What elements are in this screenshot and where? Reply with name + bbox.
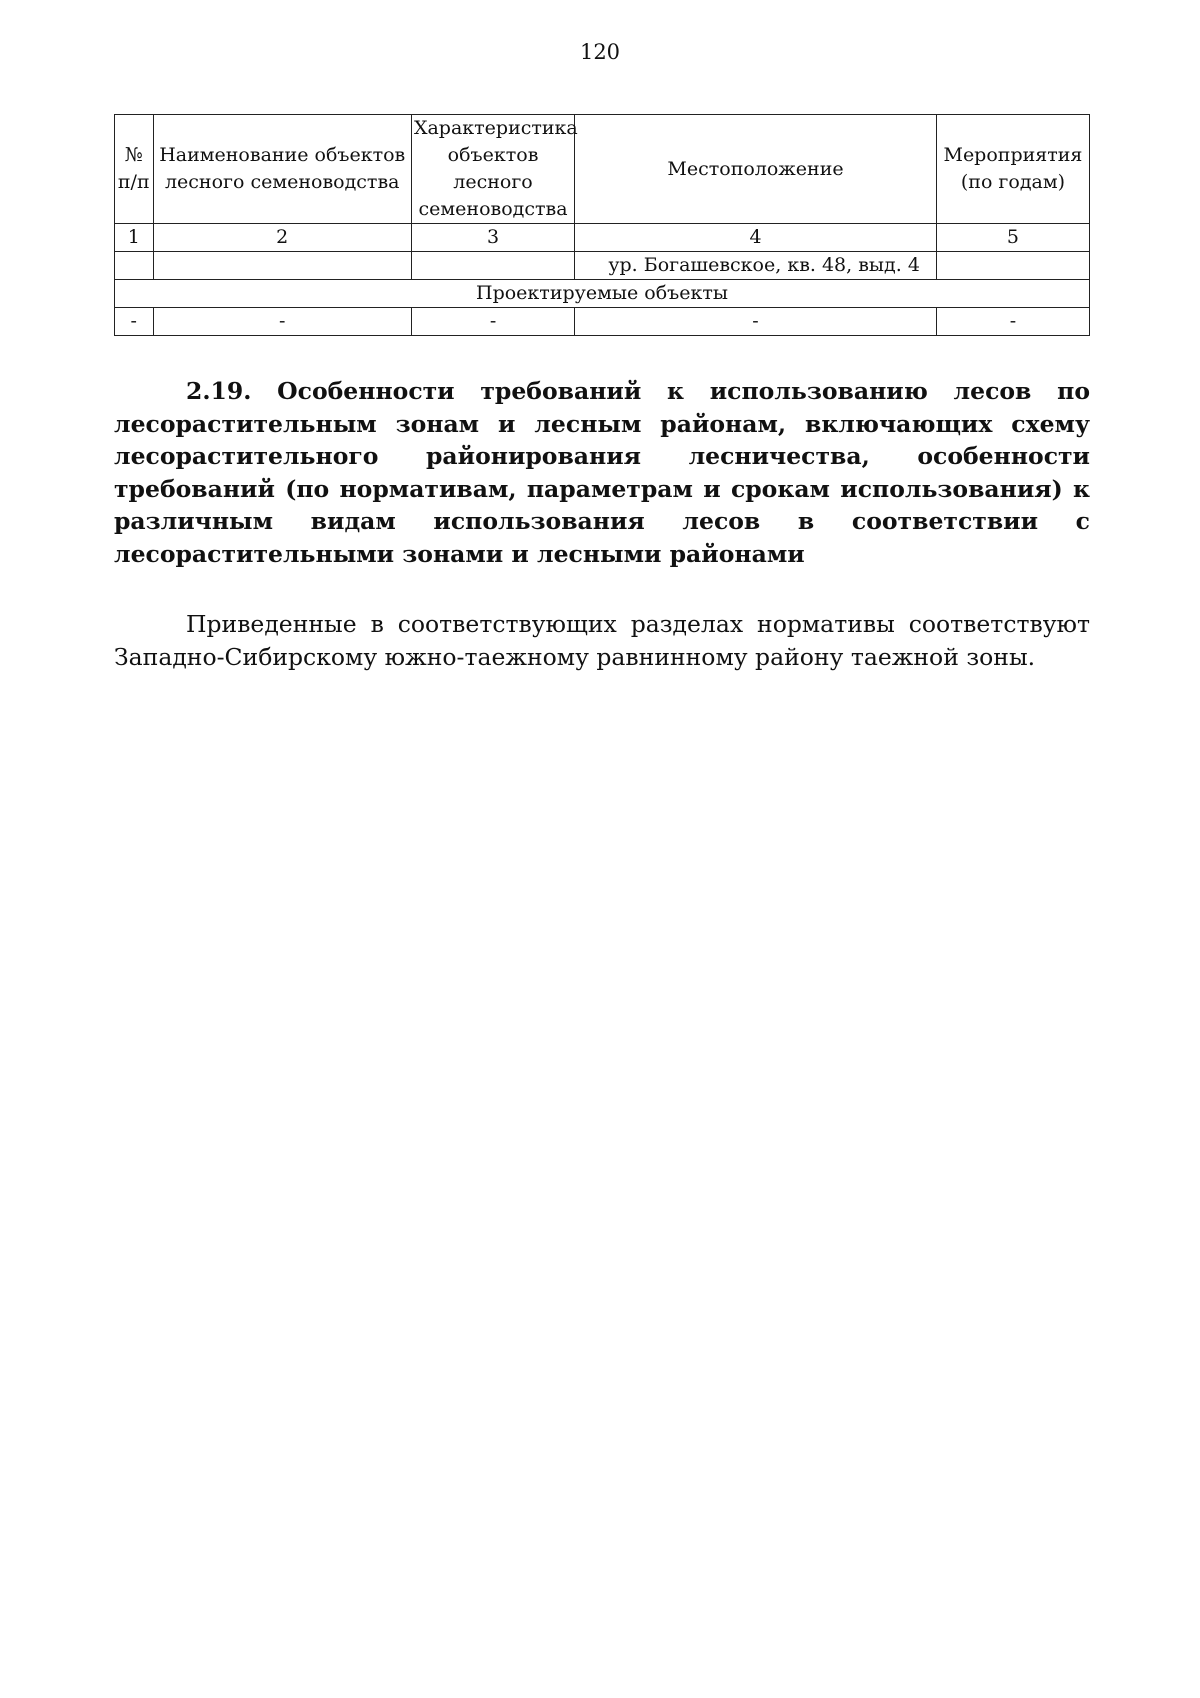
table-cell [115,252,154,280]
section-heading: 2.19. Особенности требований к использованию лесов по лесорастительным зонам и лесным районам, включающих схему лесорастительного районирования лесничества, особенности требований (по нормативам, параметрам и срокам использования) к различным видам использования лесов в соответствии с лесорастительными зонами и лесными районами [114,377,1090,568]
table-cell: - [411,308,574,336]
header-number: № п/п [115,115,154,224]
page-number: 120 [579,40,621,64]
table-row [115,252,1090,280]
section-row [115,280,1090,308]
location-cell: ур. Богашевское, кв. 48, выд. 4 [575,252,937,280]
table-cell [936,252,1089,280]
seed-objects-table [114,114,1090,336]
column-number-cell: 3 [411,224,574,252]
table-cell: - [936,308,1089,336]
table-cell: - [575,308,937,336]
table-row [115,308,1090,336]
table-cell [411,252,574,280]
header-characteristics: Характеристика объектов лесного семеноводства [411,115,574,224]
header-measures: Мероприятия (по годам) [936,115,1089,224]
table-header-row [115,115,1090,224]
header-name: Наименование объектов лесного семеноводства [153,115,411,224]
column-number-cell: 1 [115,224,154,252]
section-label: Проектируемые объекты [115,280,1090,308]
column-number-cell: 4 [575,224,937,252]
body-paragraph: Приведенные в соответствующих разделах нормативы соответствуют Западно-Сибирскому южно-таежному равнинному району таежной зоны. [114,610,1090,671]
table-cell: - [153,308,411,336]
table-cell: - [115,308,154,336]
column-number-cell: 5 [936,224,1089,252]
column-number-row [115,224,1090,252]
table-cell [153,252,411,280]
column-number-cell: 2 [153,224,411,252]
header-location: Местоположение [575,115,937,224]
